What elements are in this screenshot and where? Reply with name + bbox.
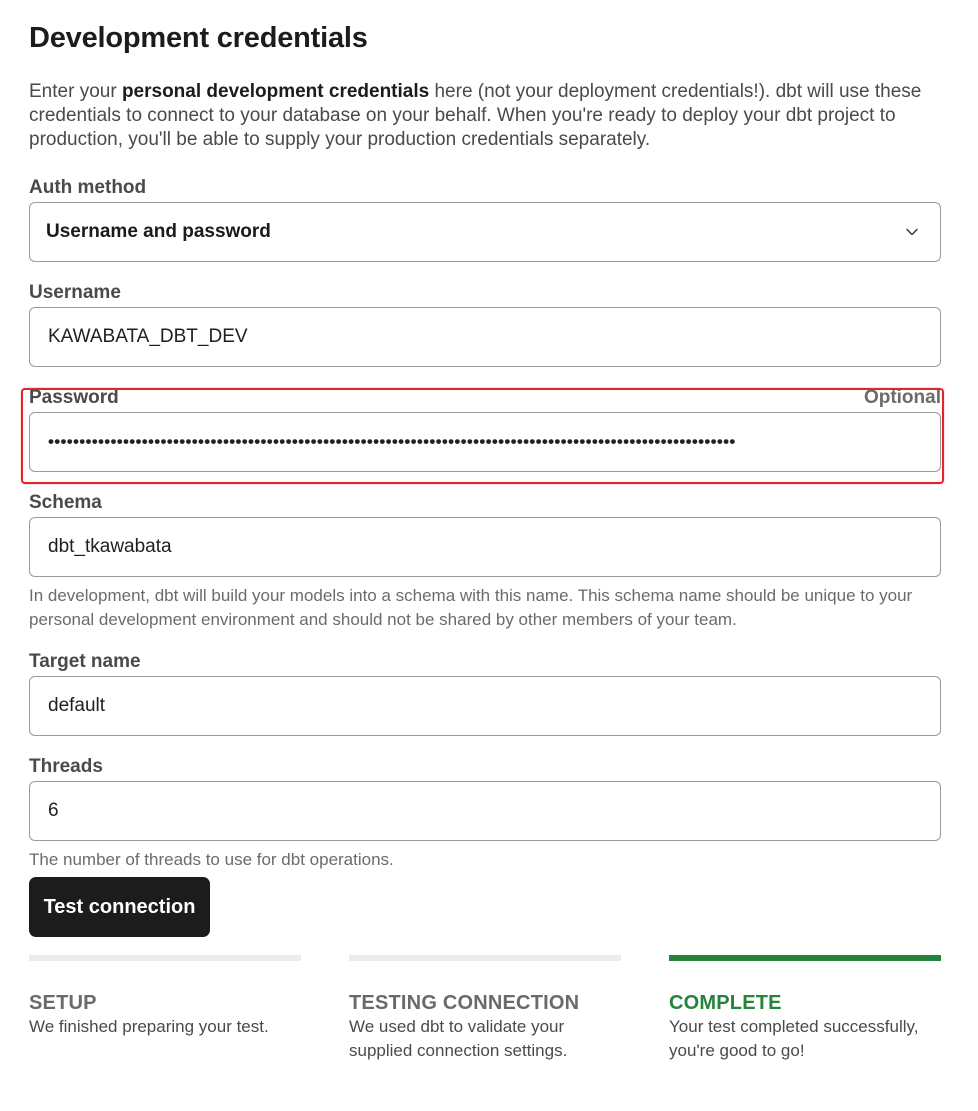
target-name-value: default bbox=[48, 695, 106, 716]
step-setup-bar bbox=[29, 955, 301, 961]
threads-field bbox=[29, 755, 941, 841]
target-name-field bbox=[29, 650, 941, 736]
target-name-input[interactable] bbox=[29, 676, 941, 736]
intro-prefix: Enter your bbox=[29, 81, 122, 102]
step-setup bbox=[29, 955, 301, 1039]
optional-label: Optional bbox=[863, 387, 941, 408]
password-label bbox=[29, 386, 941, 410]
username-input[interactable] bbox=[29, 307, 941, 367]
schema-value: dbt_tkawabata bbox=[48, 536, 172, 557]
auth-method-select[interactable] bbox=[29, 202, 941, 262]
target-name-label-text: Target name bbox=[29, 651, 141, 672]
step-testing-bar bbox=[349, 955, 621, 961]
threads-help-text: The number of threads to use for dbt operations. bbox=[29, 850, 394, 869]
schema-input[interactable] bbox=[29, 517, 941, 577]
step-complete-title: COMPLETE bbox=[669, 992, 782, 1014]
threads-label bbox=[29, 755, 941, 779]
step-complete-description: Your test completed successfully, you're good to go! bbox=[669, 1017, 919, 1060]
step-testing-description: We used dbt to validate your supplied connection settings. bbox=[349, 1017, 568, 1060]
intro-bold: personal development credentials bbox=[121, 81, 430, 102]
password-field bbox=[29, 386, 941, 472]
schema-label bbox=[29, 491, 941, 515]
step-setup-title: SETUP bbox=[29, 992, 97, 1014]
intro-text bbox=[29, 80, 941, 152]
auth-method-field bbox=[29, 176, 941, 262]
threads-input[interactable] bbox=[29, 781, 941, 841]
username-label bbox=[29, 281, 941, 305]
intro-suffix: here (not your deployment credentials!). dbt will use these credentials to connect to your database on your behalf. When you're ready to deploy your dbt project to production, you'll be able to supply your production credentials separately. bbox=[29, 81, 922, 150]
target-name-label bbox=[29, 650, 941, 674]
schema-help-text: In development, dbt will build your models into a schema with this name. This schema name should be unique to your personal development environment and should not be shared by other members of your team. bbox=[29, 586, 913, 629]
username-value: KAWABATA_DBT_DEV bbox=[48, 326, 248, 347]
auth-method-value: Username and password bbox=[46, 221, 271, 242]
auth-method-label bbox=[29, 176, 941, 200]
test-connection-button[interactable]: Test connection bbox=[29, 877, 210, 937]
password-value: •••••••••••••••••••••••••••••••••••••••••••••••••••••••••••••••••••••••••••••••••••••••••••••••••••••••••••••• bbox=[48, 432, 736, 451]
schema-label-text: Schema bbox=[29, 492, 102, 513]
step-testing-title: TESTING CONNECTION bbox=[349, 992, 580, 1014]
auth-method-label-text: Auth method bbox=[29, 177, 147, 198]
password-input[interactable] bbox=[29, 412, 941, 472]
chevron-down-icon bbox=[904, 224, 920, 240]
schema-field bbox=[29, 491, 941, 577]
step-complete bbox=[669, 955, 941, 1063]
step-complete-bar bbox=[669, 955, 941, 961]
page-title: Development credentials bbox=[29, 22, 368, 54]
username-field bbox=[29, 281, 941, 367]
password-label-text: Password bbox=[29, 387, 119, 408]
username-label-text: Username bbox=[29, 282, 121, 303]
connection-test-steps bbox=[29, 955, 941, 1075]
step-setup-description: We finished preparing your test. bbox=[29, 1017, 269, 1036]
threads-label-text: Threads bbox=[29, 756, 103, 777]
step-testing-connection bbox=[349, 955, 621, 1063]
threads-value: 6 bbox=[48, 800, 59, 821]
